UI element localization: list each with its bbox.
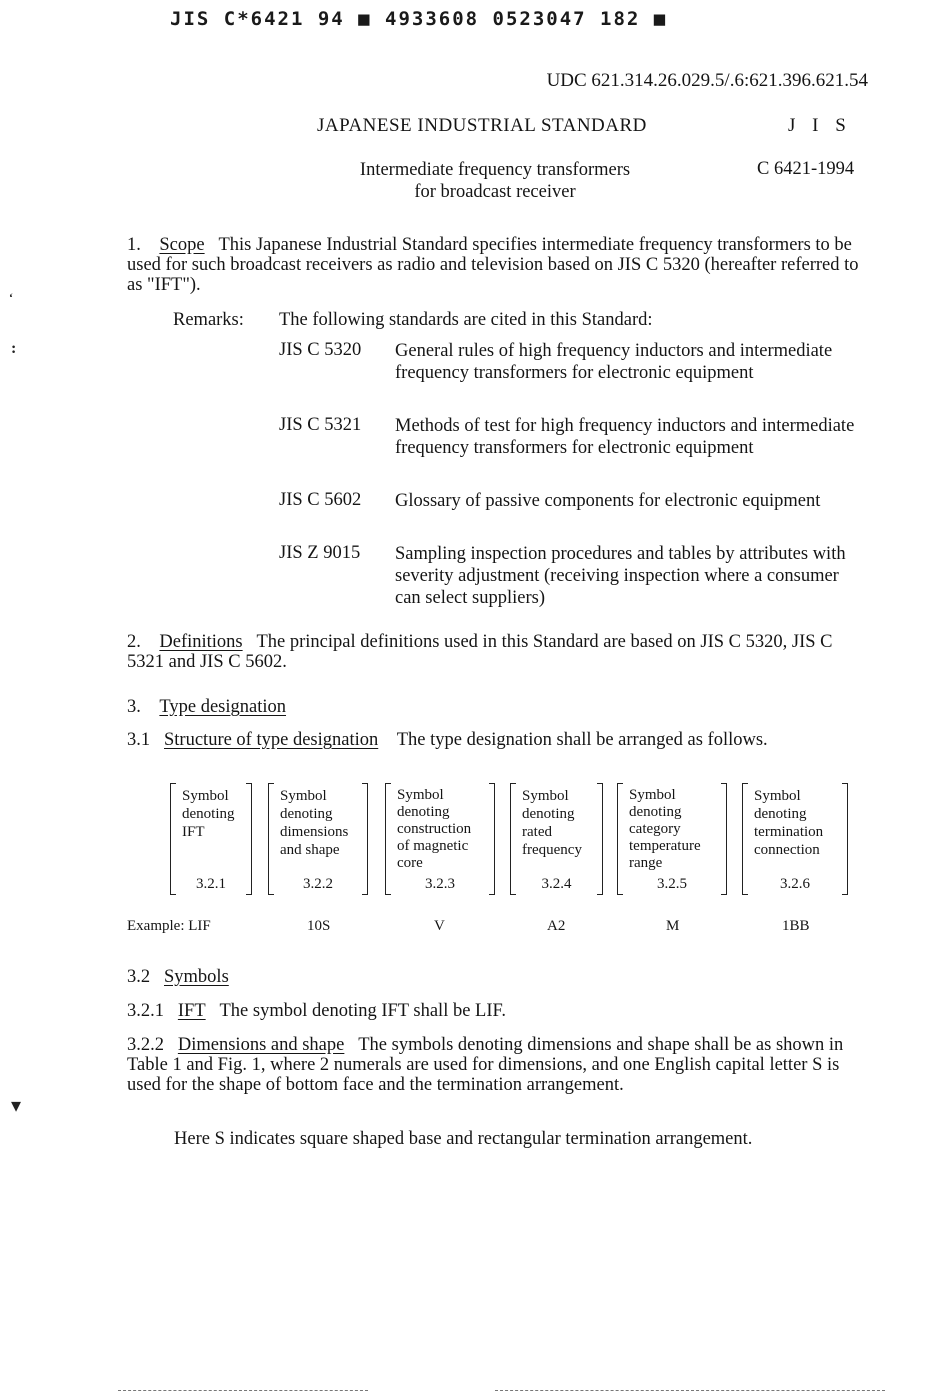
subsection-text: The type designation shall be arranged as follows. xyxy=(396,730,768,750)
example-label: Example: xyxy=(127,918,185,934)
box-line: category xyxy=(629,821,681,837)
section-scope xyxy=(127,235,872,295)
footer-rule xyxy=(118,1390,368,1391)
subsection-heading: Dimensions and shape xyxy=(177,1035,345,1055)
designation-box-temperature xyxy=(617,783,727,895)
box-line: Symbol xyxy=(522,788,569,804)
box-line: denoting xyxy=(522,806,575,822)
example-value: 1BB xyxy=(782,918,810,934)
designation-box-dimensions xyxy=(268,783,368,895)
box-line: Symbol xyxy=(629,787,676,803)
box-line: denoting xyxy=(397,804,450,820)
citation-code: JIS C 5602 xyxy=(279,490,362,510)
section-number: 1. xyxy=(127,235,141,255)
box-reference: 3.2.3 xyxy=(425,876,455,892)
document-title-line-2: for broadcast receiver xyxy=(414,182,576,202)
document-title-line-1: Intermediate frequency transformers xyxy=(359,160,631,180)
box-reference: 3.2.1 xyxy=(196,876,226,892)
section-heading: Definitions xyxy=(159,632,243,652)
example-value: LIF xyxy=(188,918,211,934)
dimensions-note: Here S indicates square shaped base and rectangular termination arrangement. xyxy=(174,1129,753,1149)
section-text: This Japanese Industrial Standard specifies intermediate frequency transformers to be used for such broadcast receivers as radio and television based on JIS C 5320 (hereafter referred to as "IFT"). xyxy=(127,235,859,295)
example-value: A2 xyxy=(547,918,566,934)
scan-mark-icon: : xyxy=(11,340,17,357)
subsection-heading: Symbols xyxy=(164,967,229,987)
box-line: of magnetic xyxy=(397,838,469,854)
subsection-structure xyxy=(127,730,827,750)
box-line: construction xyxy=(397,821,472,837)
document-title xyxy=(320,159,670,203)
box-line: denoting xyxy=(629,804,682,820)
box-line: Symbol xyxy=(397,787,444,803)
subsection-ift xyxy=(127,1001,872,1021)
subsection-number: 3.2 xyxy=(127,967,151,987)
citation-description: Glossary of passive components for electronic equipment xyxy=(395,491,821,511)
section-definitions xyxy=(127,632,872,672)
box-line: denoting xyxy=(754,806,807,822)
scan-mark-icon: ▾ xyxy=(11,1095,22,1117)
remarks-intro: The following standards are cited in this Standard: xyxy=(279,310,653,330)
box-line: denoting xyxy=(280,806,333,822)
subsection-text: The symbols denoting dimensions and shape shall be as shown in Table 1 and Fig. 1, where 2 numerals are used for dimensions, and one English capital letter S is used for the shape of bottom face and the termination arrangement. xyxy=(127,1035,844,1095)
citation-description: Methods of test for high frequency inductors and intermediate frequency transformers for electronic equipment xyxy=(395,416,855,458)
designation-box-ift xyxy=(170,783,252,895)
citation-code: JIS C 5321 xyxy=(279,415,362,435)
box-line: termination xyxy=(754,824,824,840)
box-reference: 3.2.2 xyxy=(303,876,333,892)
standard-title: JAPANESE INDUSTRIAL STANDARD xyxy=(317,115,647,136)
box-line: core xyxy=(397,855,423,871)
document-number: C 6421-1994 xyxy=(757,159,855,179)
box-line: dimensions xyxy=(280,824,349,840)
citation-code: JIS C 5320 xyxy=(279,340,362,360)
example-row xyxy=(127,918,211,935)
jis-mark: J I S xyxy=(788,115,852,136)
box-line: Symbol xyxy=(280,788,327,804)
section-heading: Type designation xyxy=(159,697,287,717)
document-stamp: JIS C*6421 94 ■ 4933608 0523047 182 ■ xyxy=(170,8,668,30)
box-line: IFT xyxy=(182,824,205,840)
section-heading: Scope xyxy=(159,235,205,255)
box-reference: 3.2.5 xyxy=(657,876,687,892)
box-line: and shape xyxy=(280,842,340,858)
designation-box-termination xyxy=(742,783,848,895)
citation-description: General rules of high frequency inductors and intermediate frequency transformers for electronic equipment xyxy=(395,341,833,383)
subsection-number: 3.2.1 xyxy=(127,1001,164,1021)
subsection-text: The symbol denoting IFT shall be LIF. xyxy=(219,1001,506,1021)
scan-mark-icon: ʻ xyxy=(9,290,13,304)
box-reference: 3.2.4 xyxy=(541,876,572,892)
subsection-heading: IFT xyxy=(177,1001,206,1021)
remarks-label: Remarks: xyxy=(173,310,244,330)
udc-number: UDC 621.314.26.029.5/.6:621.396.621.54 xyxy=(546,70,868,91)
designation-box-construction xyxy=(385,783,495,895)
section-type-designation xyxy=(127,697,286,717)
box-line: Symbol xyxy=(182,788,229,804)
section-number: 3. xyxy=(127,697,141,717)
footer-rule xyxy=(495,1390,885,1391)
box-line: rated xyxy=(522,824,552,840)
box-line: range xyxy=(629,855,663,871)
example-value: 10S xyxy=(307,918,331,934)
example-value: M xyxy=(666,918,680,934)
citation-description: Sampling inspection procedures and tables by attributes with severity adjustment (receiving inspection where a consumer can select suppliers) xyxy=(395,544,846,608)
box-line: frequency xyxy=(522,842,582,858)
box-line: connection xyxy=(754,842,820,858)
subsection-dimensions xyxy=(127,1035,872,1095)
subsection-number: 3.2.2 xyxy=(127,1035,164,1055)
section-number: 2. xyxy=(127,632,141,652)
box-line: Symbol xyxy=(754,788,801,804)
box-reference: 3.2.6 xyxy=(780,876,810,892)
box-line: denoting xyxy=(182,806,235,822)
designation-box-frequency xyxy=(510,783,603,895)
example-value: V xyxy=(434,918,445,934)
citation-code: JIS Z 9015 xyxy=(279,543,361,563)
section-text: The principal definitions used in this Standard are based on JIS C 5320, JIS C 5321 and JIS C 5602. xyxy=(127,632,833,672)
subsection-heading: Structure of type designation xyxy=(164,730,379,750)
box-line: temperature xyxy=(629,838,701,854)
subsection-number: 3.1 xyxy=(127,730,151,750)
subsection-symbols xyxy=(127,967,229,987)
